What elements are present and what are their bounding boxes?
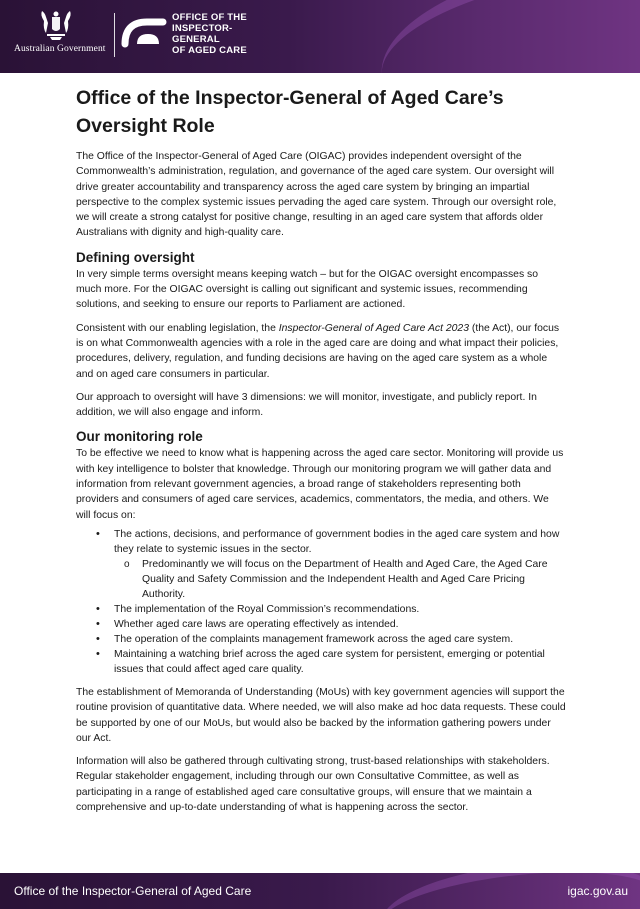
page-title: Office of the Inspector-General of Aged Care’s Oversight Role bbox=[76, 87, 504, 137]
oigac-line: OF AGED CARE bbox=[172, 45, 247, 56]
defining-oversight-paragraph-3: Our approach to oversight will have 3 dimensions: we will monitor, investigate, and publicly report. In addition, we will also engage and inform. bbox=[76, 391, 537, 419]
page-header bbox=[0, 0, 640, 73]
oigac-line: GENERAL bbox=[172, 34, 220, 45]
sub-list bbox=[114, 557, 566, 602]
australian-government-crest-icon bbox=[34, 9, 78, 43]
monitoring-paragraph-1: To be effective we need to know what is happening across the aged care sector. Monitoring will provide us with key intelligence to bolster that knowledge. Through our monitoring program we will gather data and information from relevant government agencies, a broad range of stakeholders representing both providers and consumers of aged care services, academics, commentators, the media, and others. We will focus on: bbox=[76, 448, 564, 521]
list-item: • Maintaining a watching brief across the aged care system for persistent, emerging or potential issues that could affect aged care quality. bbox=[76, 647, 566, 677]
list-item: • The implementation of the Royal Commission’s recommendations. bbox=[76, 602, 566, 617]
document-body bbox=[76, 84, 566, 823]
monitoring-focus-list bbox=[76, 527, 566, 677]
section-heading-monitoring-role: Our monitoring role bbox=[76, 429, 203, 445]
oigac-line: INSPECTOR- bbox=[172, 23, 233, 34]
oigac-wordmark bbox=[172, 12, 282, 56]
list-item bbox=[76, 527, 566, 602]
text-run: (the Act), our focus is on what Commonwealth agencies with a role in the aged care are doing and what impact their policies, procedures, delivery, regulation, and funding decisions are having on the aged care system as a whole and on aged care consumers in particular. bbox=[76, 322, 560, 380]
intro-paragraph: The Office of the Inspector-General of Aged Care (OIGAC) provides independent oversight of the Commonwealth’s administration, regulation, and governance of the aged care system. Our oversight will drive greater accountability and transparency across the aged care system by bringing an impartial perspective to the complex systemic issues pervading the aged care system. Through our oversight role, we will create a strong catalyst for positive change, resulting in an aged care system that affords older Australians with dignity and high-quality care. bbox=[76, 151, 557, 239]
defining-oversight-paragraph-2 bbox=[76, 321, 566, 382]
oigac-line: OFFICE OF THE bbox=[172, 12, 247, 23]
footer-website: igac.gov.au bbox=[567, 884, 628, 898]
header-swoosh bbox=[370, 0, 640, 73]
section-heading-defining-oversight: Defining oversight bbox=[76, 249, 195, 265]
list-item-text: The actions, decisions, and performance of government bodies in the aged care system and how they relate to systemic issues in the sector. bbox=[114, 528, 560, 555]
defining-oversight-paragraph-1: In very simple terms oversight means keeping watch – but for the OIGAC oversight encompasses so much more. For the OIGAC oversight is calling out significant and systemic issues, recommending solutions, and seeking to ensure our reports to Parliament are actioned. bbox=[76, 268, 539, 311]
oigac-logo-icon bbox=[121, 14, 167, 54]
footer-organisation-name: Office of the Inspector-General of Aged Care bbox=[14, 884, 252, 898]
header-divider bbox=[114, 13, 115, 57]
sub-list-item: o Predominantly we will focus on the Department of Health and Aged Care, the Aged Care Quality and Safety Commission and the Independent Health and Aged Care Pricing Authority. bbox=[114, 557, 566, 602]
act-title: Inspector-General of Aged Care Act 2023 bbox=[278, 322, 469, 334]
list-item: • The operation of the complaints management framework across the aged care system. bbox=[76, 632, 566, 647]
monitoring-paragraph-2: The establishment of Memoranda of Understanding (MoUs) with key government agencies will support the routine provision of quantitative data. Where needed, we will also make ad hoc data requests. These could be supported by one of our MoUs, but would also be backed by the information gathering powers under our Act. bbox=[76, 686, 566, 744]
page-footer bbox=[0, 873, 640, 909]
monitoring-paragraph-3: Information will also be gathered through cultivating strong, trust-based relationships with stakeholders. Regular stakeholder engagement, including through our own Consultative Committee, as well as participating in a range of established aged care consultative groups, will ensure that we maintain a comprehensive and up-to-date understanding of what is happening across the sector. bbox=[76, 756, 550, 814]
list-item: • Whether aged care laws are operating effectively as intended. bbox=[76, 617, 566, 632]
australian-government-label: Australian Government bbox=[14, 44, 106, 54]
text-run: Consistent with our enabling legislation, the bbox=[76, 322, 279, 334]
